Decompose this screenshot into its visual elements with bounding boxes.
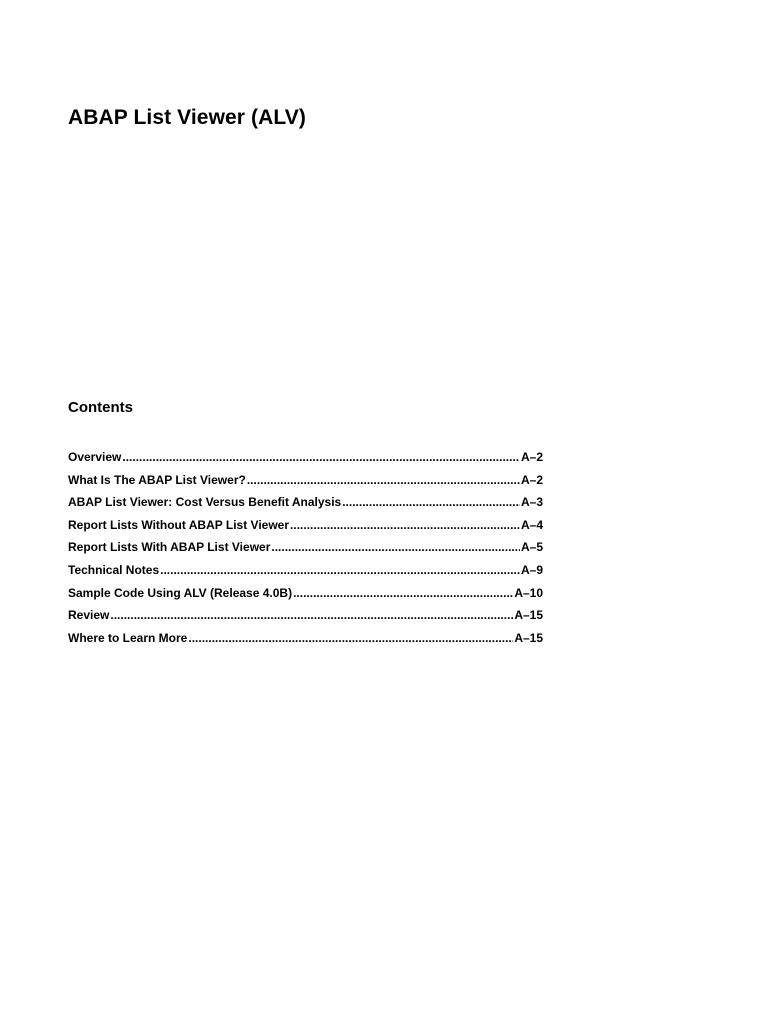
toc-entry-label: What Is The ABAP List Viewer? xyxy=(68,472,246,487)
toc-entry-label: Review xyxy=(68,608,110,623)
toc-entry-cost-benefit[interactable] xyxy=(68,494,543,517)
toc-entry-label: Where to Learn More xyxy=(68,630,188,645)
toc-dot-leader xyxy=(290,517,520,533)
toc-dot-leader xyxy=(293,585,513,601)
toc-entry-what-is-alv[interactable] xyxy=(68,472,543,495)
table-of-contents xyxy=(68,449,543,652)
chapter-title: ABAP List Viewer (ALV) xyxy=(68,106,306,129)
toc-dot-leader xyxy=(122,449,520,465)
toc-entry-technical-notes[interactable] xyxy=(68,562,543,585)
toc-entry-overview[interactable] xyxy=(68,449,543,472)
toc-entry-label: Sample Code Using ALV (Release 4.0B) xyxy=(68,585,293,600)
toc-dot-leader xyxy=(342,494,520,510)
toc-dot-leader xyxy=(247,472,520,488)
toc-entry-page: A–15 xyxy=(514,608,543,623)
toc-entry-page: A–9 xyxy=(520,562,543,577)
toc-entry-page: A–2 xyxy=(520,472,543,487)
toc-entry-page: A–4 xyxy=(520,517,543,532)
toc-entry-label: ABAP List Viewer: Cost Versus Benefit Analysis xyxy=(68,495,342,510)
contents-heading: Contents xyxy=(68,399,133,416)
toc-entry-page: A–10 xyxy=(514,585,543,600)
toc-entry-review[interactable] xyxy=(68,607,543,630)
toc-entry-learn-more[interactable] xyxy=(68,630,543,653)
toc-entry-label: Technical Notes xyxy=(68,562,160,577)
toc-entry-label: Report Lists With ABAP List Viewer xyxy=(68,540,271,555)
toc-entry-label: Report Lists Without ABAP List Viewer xyxy=(68,517,290,532)
toc-entry-label: Overview xyxy=(68,450,122,464)
toc-entry-sample-code[interactable] xyxy=(68,585,543,608)
toc-dot-leader xyxy=(110,607,513,623)
toc-dot-leader xyxy=(188,630,513,646)
toc-entry-page: A–15 xyxy=(514,630,543,645)
toc-dot-leader xyxy=(160,562,520,578)
toc-entry-page: A–3 xyxy=(520,495,543,510)
toc-entry-page: A–5 xyxy=(520,540,543,555)
toc-entry-without-alv[interactable] xyxy=(68,517,543,540)
toc-entry-with-alv[interactable] xyxy=(68,539,543,562)
toc-entry-page: A–2 xyxy=(520,450,543,464)
toc-dot-leader xyxy=(271,539,520,555)
